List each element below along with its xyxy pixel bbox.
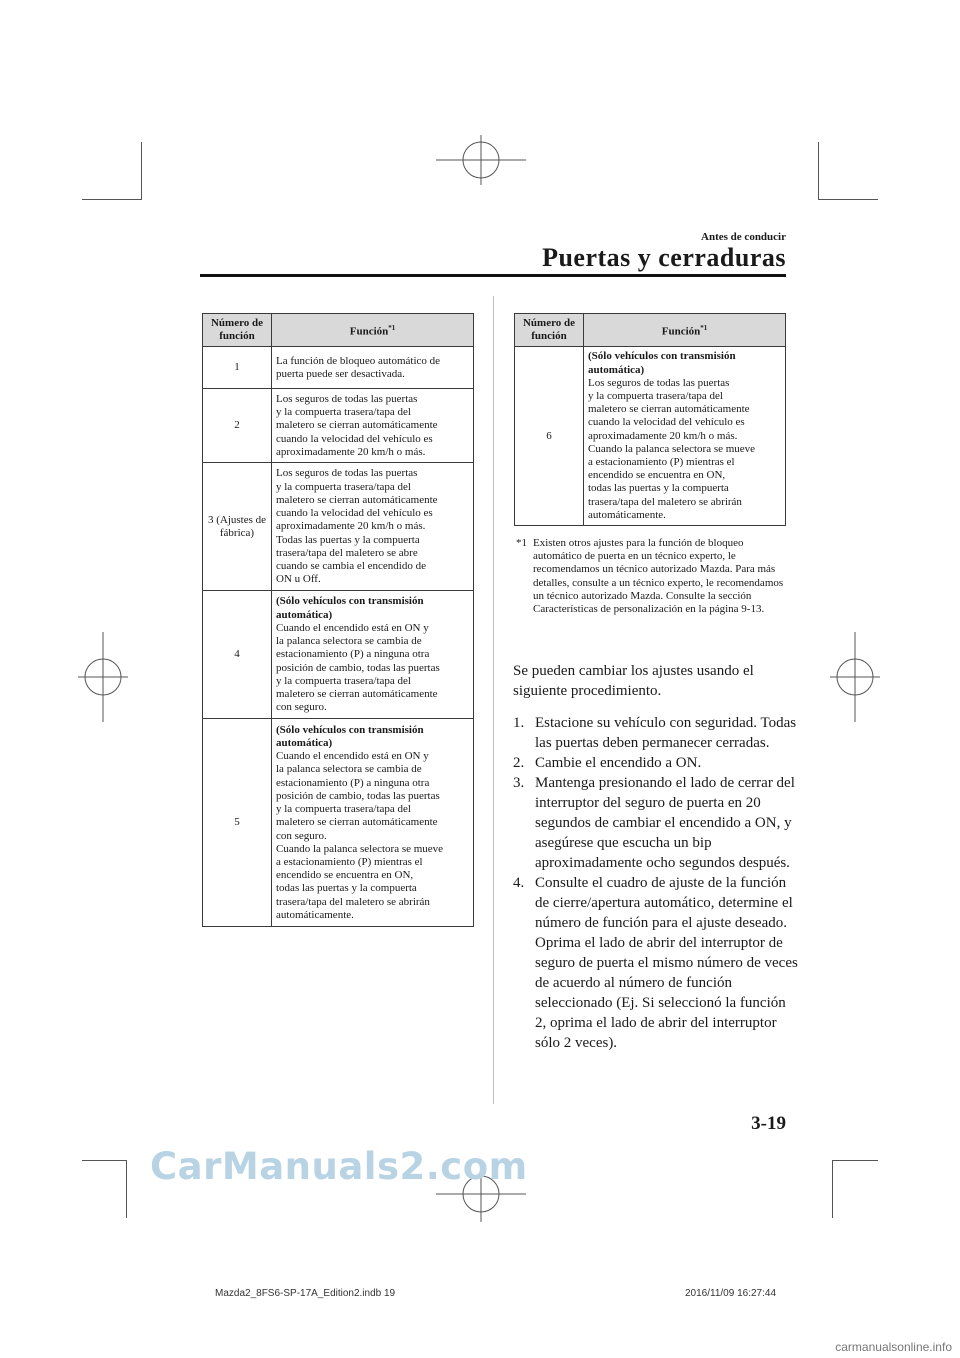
procedure-steps: [513, 713, 798, 1053]
registration-mark-icon: [830, 632, 880, 722]
function-description: [584, 347, 786, 526]
step-text: Mantenga presionando el lado de cerrar del interruptor del seguro de puerta en 20 segundos de cambiar el encendido a ON, y asegúrese que escucha un bip aproximadamente ocho segundos después.: [535, 775, 795, 871]
function-detail: Cuando el encendido está en ON y la palanca selectora se cambia de estacionamiento (P) a ninguna otra posición de cambio, todas las puertas y la compuerta trasera/tapa del maletero se cierran automáticamente con seguro.: [276, 621, 440, 714]
function-description: [272, 719, 474, 927]
list-item: [513, 713, 798, 753]
crop-mark: [141, 142, 142, 199]
list-item: [513, 873, 798, 1053]
table-row: [515, 347, 786, 526]
table-header-function-number: Número de función: [203, 314, 272, 347]
function-number: 2: [203, 389, 272, 463]
crop-mark: [818, 199, 878, 200]
page-title: Puertas y cerraduras: [542, 243, 786, 272]
step-number: 3.: [513, 775, 525, 791]
crop-mark: [126, 1160, 127, 1218]
step-text: Cambie el encendido a ON.: [535, 755, 702, 771]
function-description: Los seguros de todas las puertas y la compuerta trasera/tapa del maletero se cierran automáticamente cuando la velocidad del vehículo es aproximadamente 20 km/h o más.: [272, 389, 474, 463]
step-number: 1.: [513, 715, 525, 731]
table-header-function: Función$^{*1}$: [584, 314, 786, 347]
source-watermark: carmanualsonline.info: [835, 1340, 952, 1354]
function-number: 4: [203, 591, 272, 719]
registration-mark-icon: [436, 135, 526, 185]
function-number: 1: [203, 347, 272, 389]
step-text: Estacione su vehículo con seguridad. Todas las puertas deben permanecer cerradas.: [535, 715, 797, 751]
function-number: 5: [203, 719, 272, 927]
crop-mark: [832, 1160, 878, 1161]
function-condition: (Sólo vehículos con transmisión automática): [276, 723, 424, 750]
function-table-right: [514, 313, 786, 526]
function-description: Los seguros de todas las puertas y la compuerta trasera/tapa del maletero se cierran automáticamente cuando la velocidad del vehículo es aproximadamente 20 km/h o más. Todas las puertas y la compuerta trasera/tapa del maletero se abre cuando se cambia el encendido de ON u Off.: [272, 463, 474, 591]
list-item: [513, 753, 798, 773]
table-row: [203, 591, 474, 719]
footer-timestamp: 2016/11/09 16:27:44: [685, 1288, 777, 1299]
table-row: [203, 347, 474, 389]
function-condition: (Sólo vehículos con transmisión automática): [588, 350, 736, 376]
table-row: [203, 719, 474, 927]
page-number: 3-19: [751, 1113, 786, 1134]
step-number: 2.: [513, 755, 525, 771]
step-text: Consulte el cuadro de ajuste de la función de cierre/apertura automático, determine el número de función para el ajuste deseado. Oprima el lado de abrir del interruptor de seguro de puerta el mismo número de veces de acuerdo al número de función seleccionado (Ej. Si seleccionó la función 2, oprima el lado de abrir del interruptor sólo 2 veces).: [535, 875, 798, 1051]
table-header-function-number: Número de función: [515, 314, 584, 347]
registration-mark-icon: [78, 632, 128, 722]
section-label: Antes de conducir: [701, 231, 786, 243]
function-description: La función de bloqueo automático de puerta puede ser desactivada.: [272, 347, 474, 389]
function-number: 6: [515, 347, 584, 526]
footer-filename: Mazda2_8FS6-SP-17A_Edition2.indb 19: [215, 1288, 396, 1299]
function-detail: Cuando el encendido está en ON y la palanca selectora se cambia de estacionamiento (P) a ninguna otra posición de cambio, todas las puertas y la compuerta trasera/tapa del maletero se cierran automáticamente con seguro. Cuando la palanca selectora se mueve a estacionamiento (P) mientras el encendido se encuentra en ON, todas las puertas y la compuerta trasera/tapa del maletero se abrirán automáticamente.: [276, 750, 444, 921]
crop-mark: [82, 199, 142, 200]
step-number: 4.: [513, 875, 525, 891]
table-header-function: Función$^{*1}$: [272, 314, 474, 347]
table-header-row: [203, 314, 474, 347]
table-row: [203, 463, 474, 591]
function-description: [272, 591, 474, 719]
procedure: [513, 661, 798, 1053]
header-rule: [200, 274, 786, 277]
function-condition: (Sólo vehículos con transmisión automática): [276, 595, 424, 621]
function-detail: Los seguros de todas las puertas y la compuerta trasera/tapa del maletero se cierran automáticamente cuando la velocidad del vehículo es aproximadamente 20 km/h o más. Cuando la palanca selectora se mueve a estacionamiento (P) mientras el encendido se encuentra en ON, todas las puertas y la compuerta trasera/tapa del maletero se abrirán automáticamente.: [588, 376, 756, 521]
crop-mark: [832, 1160, 833, 1218]
crop-mark: [82, 1160, 126, 1161]
table-header-row: [515, 314, 786, 347]
procedure-intro: Se pueden cambiar los ajustes usando el siguiente procedimiento.: [513, 663, 754, 699]
column-divider: [493, 296, 494, 1104]
crop-mark: [818, 142, 819, 199]
table-row: [203, 389, 474, 463]
footnote: [516, 537, 791, 616]
function-table-left: [202, 313, 474, 927]
watermark-logo: CarManuals2.com: [150, 1145, 528, 1188]
list-item: [513, 773, 798, 873]
footnote-mark: *1: [516, 537, 527, 549]
function-number: 3 (Ajustes de fábrica): [203, 463, 272, 591]
footnote-text: Existen otros ajustes para la función de bloqueo automático de puerta en un técnico experto, le recomendamos un técnico autorizado Mazda. Para más detalles, consulte a un técnico experto, le recomendamos un técnico autorizado Mazda. Consulte la sección Características de personalización en la página 9-13.: [533, 537, 784, 616]
